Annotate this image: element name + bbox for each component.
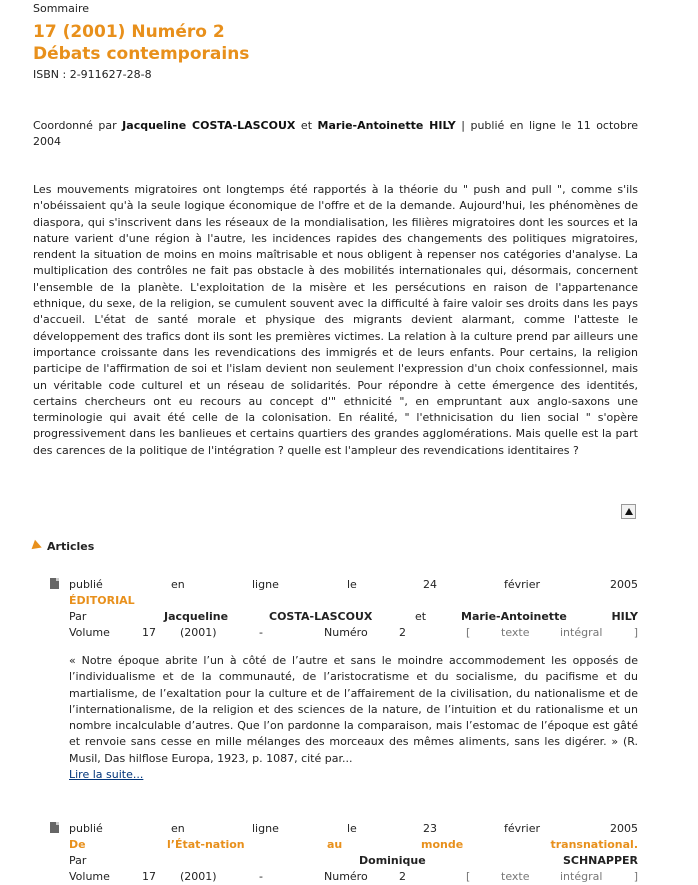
vol-word: Volume [69,626,110,639]
article-title-word[interactable]: De [69,838,86,851]
section-arrow-icon [32,540,44,552]
pub-word: 24 [423,578,437,591]
isbn: ISBN : 2-911627-28-8 [33,68,152,81]
by-label: Par [69,610,87,623]
pub-word: publié [69,578,103,591]
coord-published: publié en ligne le 11 octobre 2004 [33,119,639,148]
vol-bracket: ] [633,870,638,883]
sommaire-link[interactable]: Sommaire [33,2,89,15]
article-pubdate [69,821,638,837]
pub-word: le [347,578,357,591]
document-icon [50,822,59,833]
document-icon [50,578,59,589]
coord-author-2[interactable]: Marie-Antoinette HILY [317,119,456,132]
author-link[interactable]: Jacqueline [164,610,229,623]
pub-word: février [504,578,541,591]
pub-word: publié [69,822,103,835]
vol-word: (2001) [180,626,217,639]
issue-theme: Débats contemporains [33,44,250,64]
pub-word: en [171,578,185,591]
vol-word: 17 [142,626,156,639]
pub-word: en [171,822,185,835]
vol-word: (2001) [180,870,217,883]
article-title-link[interactable] [69,593,638,609]
pub-word: février [504,822,541,835]
author-link[interactable]: SCHNAPPER [562,854,638,867]
vol-bracket: [ [466,626,471,639]
coord-prefix: Coordonné par [33,119,117,132]
article-title-word[interactable]: l’État-nation [167,838,245,851]
by-and: et [415,610,427,623]
full-text-link[interactable]: texte [501,870,530,883]
coord-author-1[interactable]: Jacqueline COSTA-LASCOUX [122,119,296,132]
author-link[interactable]: Dominique [359,854,426,867]
article-volume [69,625,638,641]
pub-word: le [347,822,357,835]
coord-and: et [300,119,313,132]
vol-word: - [259,626,263,639]
article-title-word[interactable]: monde [421,838,464,851]
pub-word: 2005 [610,578,638,591]
read-more-link[interactable]: Lire la suite... [69,768,144,782]
article-authors [69,853,638,869]
article-authors [69,609,638,625]
vol-word: 2 [399,626,406,639]
coordination [33,118,638,150]
excerpt-text: « Notre époque abrite l’un à côté de l’autre et sans le moindre accommodement les opposés de l’individualisme et de la communauté, de l’aristocratisme et du socialisme, du pacifisme et du martialisme, de l’exaltation pour la culture et de l’affairement de la civilisation, du nationalisme et de l’internationalisme, de la religion et des sciences de la nature, de l’intuition et du rationalisme et un nombre incalculable d’autres. Que l’on pardonne la comparaison, mais l’estomac de l’époque est gâté et renvoie sans cesse en mille mélanges des morceaux des mêmes aliments, sans les digérer. » (R. Musil, Das hilflose Europa, 1923, p. 1087, cité par... [69,654,638,765]
section-title: Articles [47,540,95,553]
author-link[interactable]: COSTA-LASCOUX [269,610,373,623]
by-label: Par [69,854,87,867]
pub-word: ligne [252,822,279,835]
vol-word: Volume [69,870,110,883]
vol-word: - [259,870,263,883]
pub-word: 2005 [610,822,638,835]
vol-bracket: [ [466,870,471,883]
vol-word: Numéro [324,870,368,883]
author-link[interactable]: Marie-Antoinette [461,610,567,623]
pub-word: 23 [423,822,437,835]
article-title-link[interactable] [69,837,638,853]
vol-bracket: ] [633,626,638,639]
section-articles [33,540,94,553]
article-title-word[interactable]: au [327,838,343,851]
full-text-link[interactable]: intégral [560,626,603,639]
issue-title [33,21,249,65]
full-text-link[interactable]: intégral [560,870,603,883]
article-excerpt [69,653,638,783]
back-to-top-button[interactable] [621,504,636,519]
vol-word: 2 [399,870,406,883]
vol-word: Numéro [324,626,368,639]
article-title-word[interactable]: transnational. [550,838,638,851]
article-pubdate [69,577,638,593]
pub-word: ligne [252,578,279,591]
coord-separator: | [461,119,465,132]
issue-number: 17 (2001) Numéro 2 [33,22,225,42]
vol-word: 17 [142,870,156,883]
full-text-link[interactable]: texte [501,626,530,639]
issue-abstract: Les mouvements migratoires ont longtemps été rapportés à la théorie du " push and pull ", comme s'ils n'obéissaient qu'à la seule logique économique de l'offre et de la demande. Aujourd'hui, les phénomènes de diaspora, qui s'inscrivent dans les réseaux de la mondialisation, les filières migratoires dont les sources et la nature varient d'une région à l'autre, les incidences rapides des changements des politiques migratoires, rendent la situation de moins en moins maîtrisable et nous obligent à repenser nos catégories d'analyse. La multiplication des contrôles ne fait pas obstacle à des mobilités internationales qui, désormais, concernent l'ensemble de la planète. L'exploitation de la misère et les persécutions en raison de l'appartenance ethnique, du sexe, de la religion, se cumulent souvent avec la difficulté à faire valoir ses droits dans les pays d'accueil. L'état de santé morale et physique des migrants devient alarmant, comme l'atteste le développement des trafics dont ils sont les premières victimes. La relation à la culture prend par ailleurs une importance croissante dans les revendications des immigrés et de leurs enfants. Pour certains, la religion participe de l'affirmation de soi et l'islam devient non seulement l'expression d'un choix confessionnel, mais un véritable code culturel et un réseau de solidarités. Pour répondre à cette émergence des identités, certains chercheurs ont eu recours au concept d'" ethnicité ", en empruntant aux anglo-saxons une terminologie qui avait été celle de la colonisation. En réalité, " l'ethnicisation du lien social " s'opère progressivement dans les banlieues et certains quartiers des grandes agglomérations. Mais quelle est la part des carences de la politique de l'intégration ? quelle est l'ampleur des revendications identitaires ? [33,183,638,457]
author-link[interactable]: HILY [611,610,638,623]
article-title[interactable]: ÉDITORIAL [69,594,135,607]
